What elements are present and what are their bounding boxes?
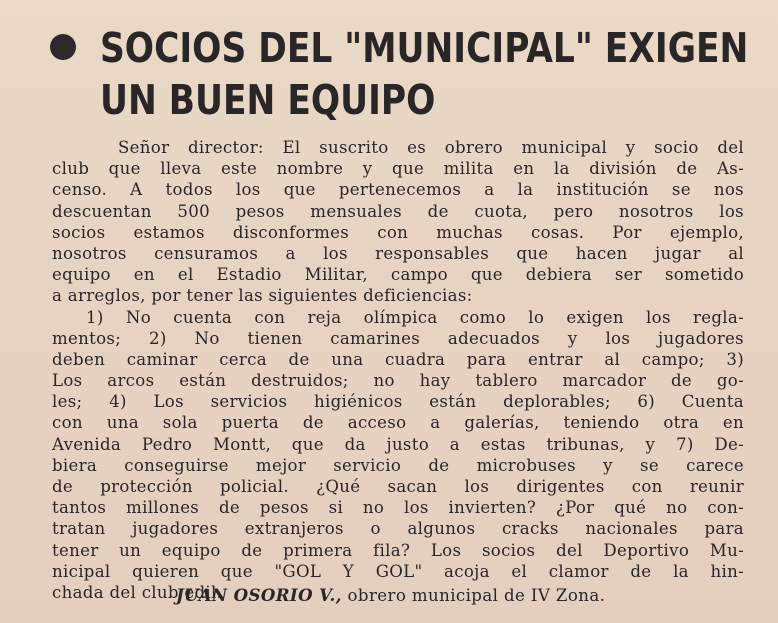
signature-name: JUAN OSORIO V., bbox=[176, 585, 342, 605]
body-line: de protección policial. ¿Qué sacan los dirigentes con reunir bbox=[52, 477, 744, 496]
body-line: equipo en el Estadio Militar, campo que debiera ser sometido bbox=[52, 265, 744, 285]
headline-line-1: SOCIOS DEL "MUNICIPAL" EXIGEN bbox=[100, 24, 749, 72]
body-line: deben caminar cerca de una cuadra para entrar al campo; 3) bbox=[52, 349, 744, 369]
body-line: les; 4) Los servicios higiénicos están deplorables; 6) Cuenta bbox=[52, 392, 744, 412]
body-line: nosotros censuramos a los responsables que hacen jugar al bbox=[52, 243, 744, 263]
body-line: tratan jugadores extranjeros o algunos cracks nacionales para bbox=[52, 519, 744, 539]
body-line: socios estamos disconformes con muchas cosas. Por ejemplo, bbox=[52, 222, 744, 242]
body-line: club que lleva este nombre y que milita en la división de As- bbox=[52, 159, 744, 179]
body-line: Avenida Pedro Montt, que da justo a estas tribunas, y 7) De- bbox=[52, 434, 744, 454]
body-line: a arreglos, por tener las siguientes deficiencias: bbox=[52, 286, 473, 306]
body-line: Señor director: El suscrito es obrero municipal y socio del bbox=[118, 138, 744, 157]
body-line: tener un equipo de primera fila? Los socios del Deportivo Mu- bbox=[52, 540, 744, 560]
letter-body bbox=[52, 137, 744, 603]
signature bbox=[176, 585, 605, 606]
body-line: censo. A todos los que pertenecemos a la institución se nos bbox=[52, 180, 744, 200]
body-line: mentos; 2) No tienen camarines adecuados y los jugadores bbox=[52, 328, 744, 348]
body-line: Los arcos están destruidos; no hay tablero marcador de go- bbox=[52, 371, 744, 391]
body-line: chada del club edil. bbox=[52, 582, 223, 602]
signature-role: obrero municipal de IV Zona. bbox=[347, 586, 606, 605]
body-line: con una sola puerta de acceso a galerías, teniendo otra en bbox=[52, 413, 744, 433]
bullet-icon bbox=[50, 34, 76, 60]
body-line: 1) No cuenta con reja olímpica como lo exigen los regla- bbox=[86, 307, 744, 327]
body-line: nicipal quieren que "GOL Y GOL" acoja el clamor de la hin- bbox=[52, 561, 744, 581]
body-line: descuentan 500 pesos mensuales de cuota, pero nosotros los bbox=[52, 201, 744, 221]
headline-line-2: UN BUEN EQUIPO bbox=[100, 76, 436, 124]
body-line: tantos millones de pesos si no los invierten? ¿Por qué no con- bbox=[52, 498, 744, 518]
headline bbox=[100, 22, 748, 126]
body-line: biera conseguirse mejor servicio de microbuses y se carece bbox=[52, 455, 744, 475]
